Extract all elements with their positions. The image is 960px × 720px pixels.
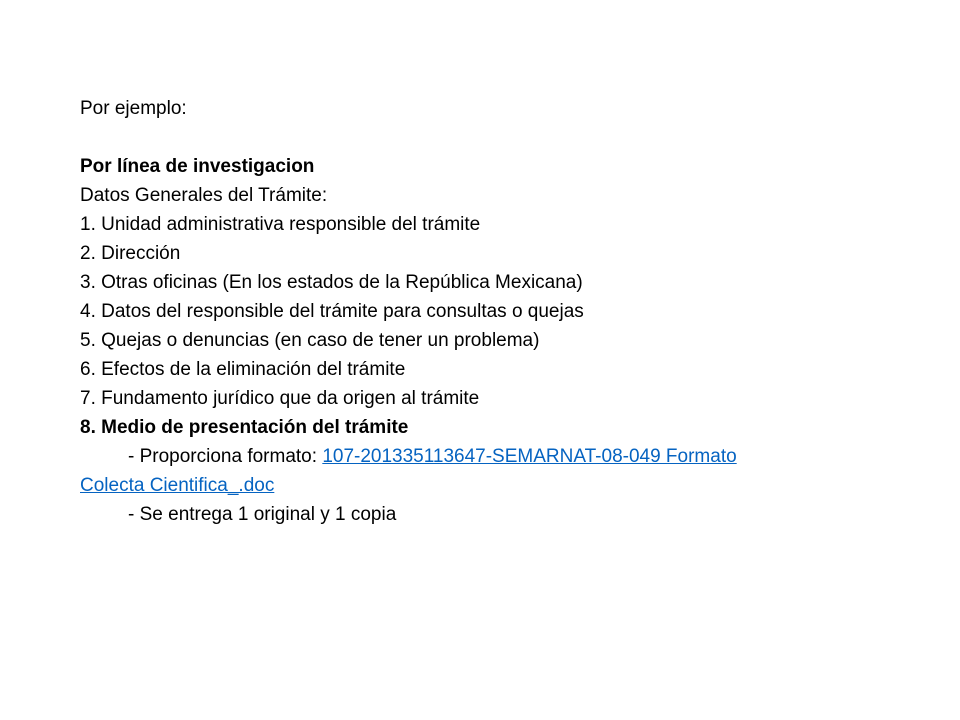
slide-body <box>80 94 880 529</box>
formato-link[interactable]: 107-201335113647-SEMARNAT-08-049 Formato <box>322 446 737 467</box>
list-item-2: 2. Dirección <box>80 243 181 264</box>
formato-link-continued[interactable]: Colecta Cientifica_.doc <box>80 475 275 496</box>
spacer <box>80 123 880 152</box>
entrega-line: - Se entrega 1 original y 1 copia <box>128 504 397 525</box>
formato-line <box>80 442 880 471</box>
formato-line-continued <box>80 471 880 500</box>
list-item-1: 1. Unidad administrativa responsible del trámite <box>80 214 481 235</box>
section-heading: Por línea de investigacion <box>80 156 315 177</box>
subheading: Datos Generales del Trámite: <box>80 185 328 206</box>
list-item-5: 5. Quejas o denuncias (en caso de tener un problema) <box>80 330 540 351</box>
list-item-4: 4. Datos del responsible del trámite para consultas o quejas <box>80 301 584 322</box>
intro-text: Por ejemplo: <box>80 98 187 119</box>
formato-label: - Proporciona formato: <box>128 446 323 467</box>
list-item-8: 8. Medio de presentación del trámite <box>80 417 409 438</box>
list-item-6: 6. Efectos de la eliminación del trámite <box>80 359 406 380</box>
list-item-3: 3. Otras oficinas (En los estados de la República Mexicana) <box>80 272 583 293</box>
list-item-7: 7. Fundamento jurídico que da origen al trámite <box>80 388 480 409</box>
